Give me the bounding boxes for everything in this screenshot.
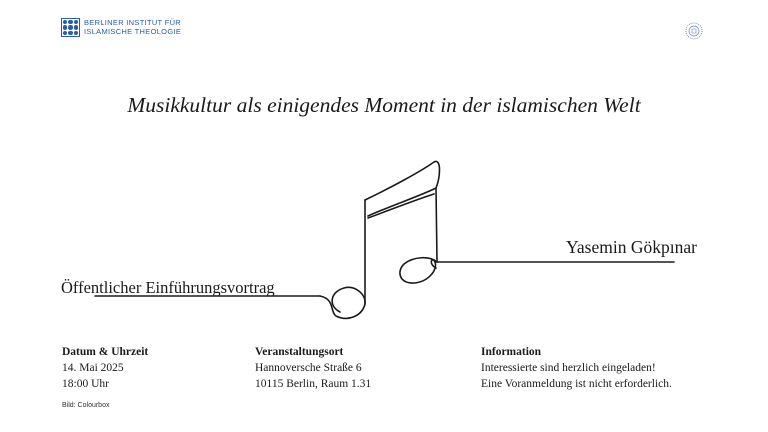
information-line1: Interessierte sind herzlich eingeladen! (481, 362, 656, 374)
venue-city-room: 10115 Berlin, Raum 1.31 (255, 378, 372, 390)
date-time-heading: Datum & Uhrzeit (62, 346, 149, 358)
page-title: Musikkultur als einigendes Moment in der islamischen Welt (127, 93, 641, 117)
event-time: 18:00 Uhr (62, 378, 109, 390)
venue-heading: Veranstaltungsort (255, 346, 344, 358)
event-date: 14. Mai 2025 (62, 362, 124, 374)
event-type: Öffentlicher Einführungsvortrag (61, 278, 275, 297)
information-heading: Information (481, 346, 542, 358)
information-block (481, 344, 672, 392)
image-credit: Bild: Colourbox (62, 402, 110, 409)
speaker-name: Yasemin Gökpınar (566, 237, 697, 257)
institute-name-line1: BERLINER INSTITUT FÜR (84, 18, 182, 27)
venue-block (255, 344, 371, 392)
venue-street: Hannoversche Straße 6 (255, 362, 362, 374)
institute-name-line2: ISLAMISCHE THEOLOGIE (84, 26, 182, 36)
information-line2: Eine Voranmeldung ist nicht erforderlich. (481, 378, 672, 390)
date-time-block (62, 344, 148, 392)
